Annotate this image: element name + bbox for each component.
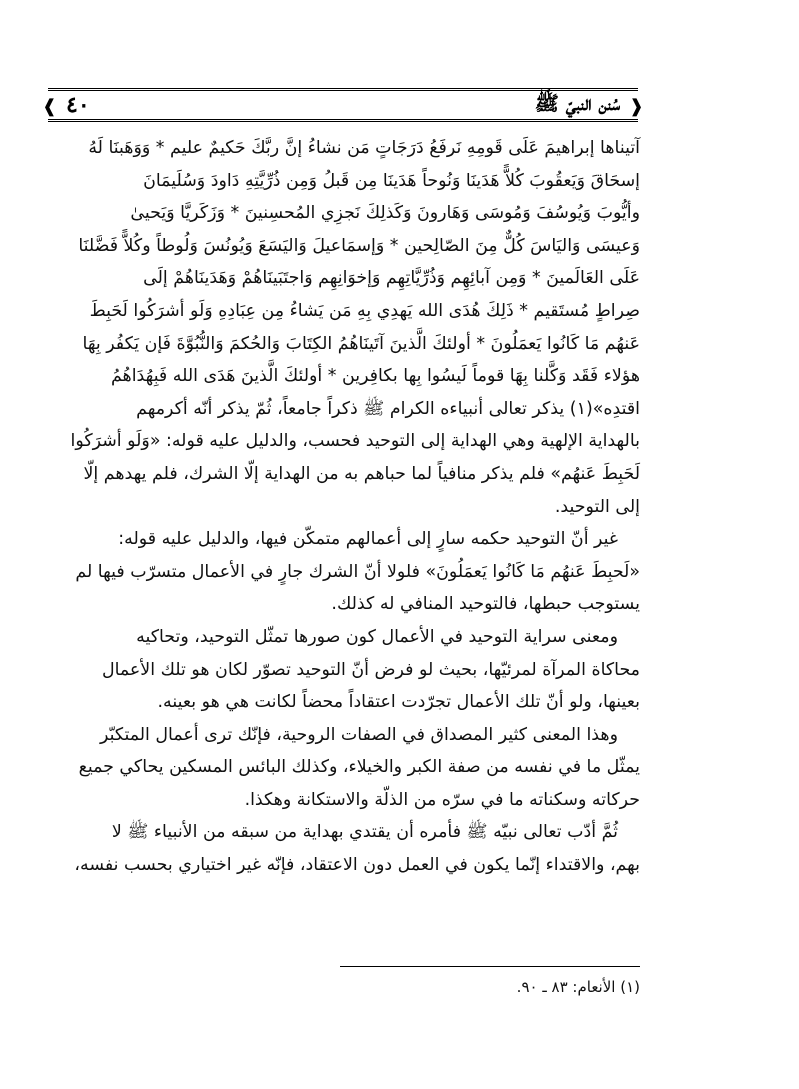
text-line: عَلَى العَالَمينَ * وَمِن آبائِهِم وَذُرِّيَّاتِهِم وَإخوَانِهِم وَاجتَبَينَاهُمْ وَهَدَينَاهُمْ إلَى <box>143 268 640 289</box>
page-header <box>42 88 644 122</box>
text-line: وهذا المعنى كثير المصداق في الصفات الروحية، فإنّك ترى أعمال المتكبّر <box>100 724 618 745</box>
text-line: غير أنّ التوحيد حكمه سارٍ إلى أعمالهم متمكّن فيها، والدليل عليه قوله: <box>118 529 618 550</box>
header-ornament-left: ❰ <box>42 96 58 117</box>
text-line: اقتدِه»(١) يذكر تعالى أنبياءه الكرام ﷺ ذكراً جامعاً، ثُمّ يذكر أنّه أكرمهم <box>136 398 640 419</box>
text-line: يمثّل ما في نفسه من صفة الكبر والخيلاء، وكذلك البائس المسكين يحاكي جميع <box>78 757 640 778</box>
text-line: وأيُّوبَ وَيُوسُفَ وَمُوسَى وَهَارونَ وَكَذلِكَ نَجزِي المُحسِنينَ * وَزَكَريَّا وَيَحيىٰ <box>130 203 640 224</box>
text-line: حركاته وسكناته ما في سرّه من الذلّة والاستكانة وهكذا. <box>244 789 640 810</box>
text-line: «لَحبِطَ عَنهُم مَا كَانُوا يَعمَلُونَ» فلولا أنّ الشرك جارٍ في الأعمال متسرّب فيها لم <box>75 561 640 582</box>
text-line: بالهداية الإلهية وهي الهداية إلى التوحيد فحسب، والدليل عليه قوله: «وَلَو أشرَكُوا <box>70 431 640 452</box>
text-line: محاكاة المرآة لمرئيّها، بحيث لو فرض أنّ التوحيد تصوّر لكان هو تلك الأعمال <box>101 659 640 680</box>
text-line: آتيناها إبراهيمَ عَلَى قَومِهِ نَرفَعُ دَرَجَاتٍ مَن نشاءُ إنَّ ربَّكَ حَكيمٌ عليم * وَوَهَبنَا لَهُ <box>88 138 640 158</box>
text-line: بعينها، ولو أنّ تلك الأعمال تجرّدت اعتقاداً محضاً لكانت هي هو بعينه. <box>157 692 640 713</box>
text-line: ومعنى سراية التوحيد في الأعمال كون صورها تمثّل التوحيد، وتحاكيه <box>136 626 618 647</box>
text-line: عَنهُم مَا كَانُوا يَعمَلُونَ * أولئكَ الَّذينَ آتَينَاهُمُ الكِتَابَ وَالحُكمَ وَالنُّبُوَّةَ فَإن يَكفُر بِهَا <box>82 333 640 354</box>
running-title: سُنن النبيّ ﷺ <box>534 90 620 115</box>
text-line: إسحَاقَ وَيَعقُوبَ كُلاًّ هَدَينَا وَنُوحاً هَدَينَا مِن قَبلُ وَمِن ذُرِّيَّتِهِ دَاودَ وَسُلَيمَانَ <box>143 170 640 191</box>
text-line: لَحَبِطَ عَنهُم» فلم يذكر منافياً لما حباهم به من الهداية إلّا الشرك، فلم يهدهم إلّا <box>83 463 640 484</box>
text-line: صِراطٍ مُستَقيم * ذَلِكَ هُدَى الله يَهدِي بِهِ مَن يَشاءُ مِن عِبَادِهِ وَلَو أشرَكُوا لَحَبِطَ <box>89 300 640 321</box>
text-line: وَعيسَى وَاليَاسَ كُلٌّ مِنَ الصّالِحين * وَإسمَاعيلَ وَاليَسَعَ وَيُونُسَ وَلُوطاً وكُلاًّ فَضَّلنَا <box>78 235 640 256</box>
text-line: يستوجب حبطها، فالتوحيد المنافي له كذلك. <box>331 594 640 615</box>
header-ornament-right: ❱ <box>628 96 644 117</box>
footnote-divider <box>340 966 640 967</box>
text-line: ثُمَّ أدّب تعالى نبيّه ﷺ فأمره أن يقتدي بهداية من سبقه من الأنبياء ﷺ لا <box>111 822 618 843</box>
footnote: (١) الأنعام: ٨٣ ـ ٩٠. <box>516 978 640 996</box>
text-line: إلى التوحيد. <box>554 496 640 517</box>
body-text <box>60 132 640 882</box>
text-line: بهم، والاقتداء إنّما يكون في العمل دون الاعتقاد، فإنّه غير اختياري بحسب نفسه، <box>74 855 640 876</box>
page-number: ٤٠ <box>66 92 90 118</box>
text-line: هؤلاء فَقَد وَكَّلنا بِهَا قوماً لَيسُوا بِها بكافِرين * أولئكَ الَّذينَ هَدَى الله فَبِهُدَاهُمُ <box>110 366 640 387</box>
